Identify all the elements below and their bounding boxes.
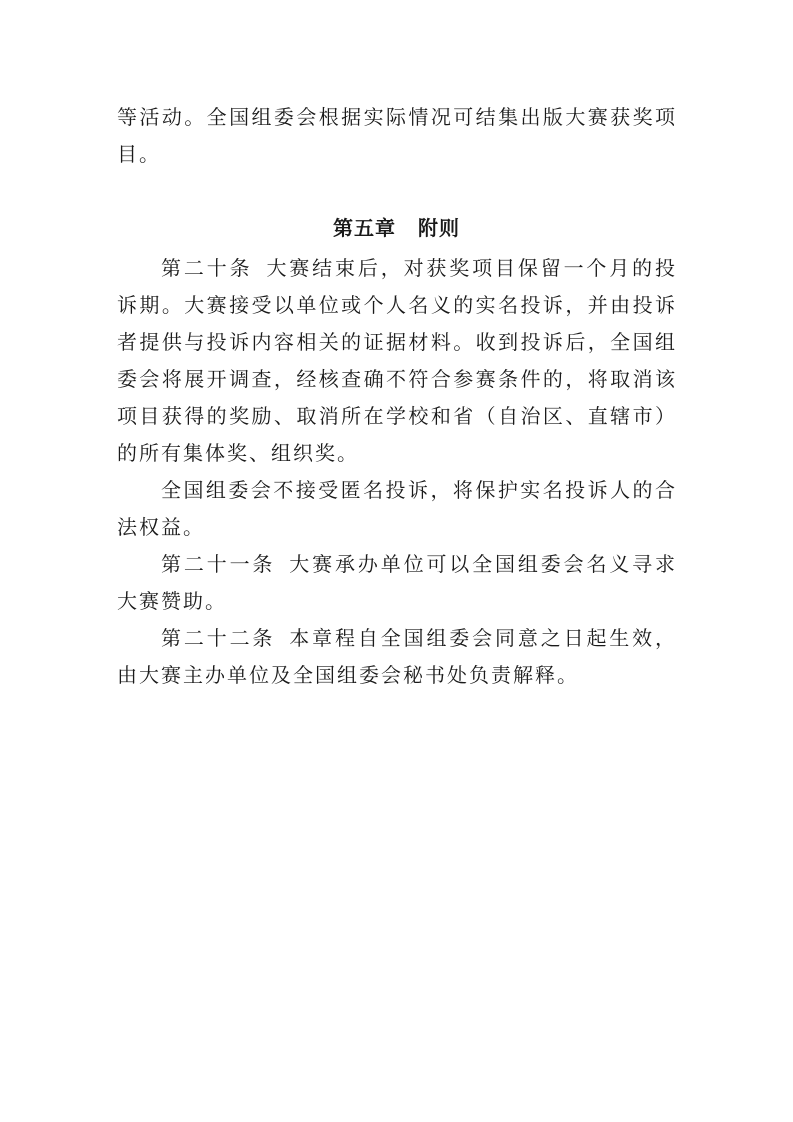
- article-number: 第二十条: [161, 256, 253, 280]
- article-text: 大赛承办单位可以全国组委会名义寻求大赛赞助。: [117, 552, 678, 613]
- article-paragraph: [117, 250, 677, 472]
- chapter-body: [117, 250, 677, 694]
- article-text: 全国组委会不接受匿名投诉，将保护实名投诉人的合法权益。: [117, 478, 677, 539]
- article-text: 本章程自全国组委会同意之日起生效，由大赛主办单位及全国组委会秘书处负责解释。: [117, 626, 678, 687]
- chapter-heading: [0, 213, 793, 243]
- article-text: 大赛结束后，对获奖项目保留一个月的投诉期。大赛接受以单位或个人名义的实名投诉，并由投诉者提供与投诉内容相关的证据材料。收到投诉后，全国组委会将展开调查，经核查确不符合参赛条件的，将取消该项目获得的奖励、取消所在学校和省（自治区、直辖市）的所有集体奖、组织奖。: [117, 256, 678, 465]
- article-number: 第二十一条: [161, 552, 276, 576]
- article-paragraph: [117, 472, 677, 546]
- article-paragraph: [117, 546, 677, 620]
- article-number: 第二十二条: [161, 626, 276, 650]
- continuation-paragraph: 等活动。全国组委会根据实际情况可结集出版大赛获奖项目。: [117, 105, 677, 166]
- article-paragraph: [117, 620, 677, 694]
- chapter-number: 第五章: [333, 216, 396, 240]
- chapter-title: 附则: [418, 216, 460, 240]
